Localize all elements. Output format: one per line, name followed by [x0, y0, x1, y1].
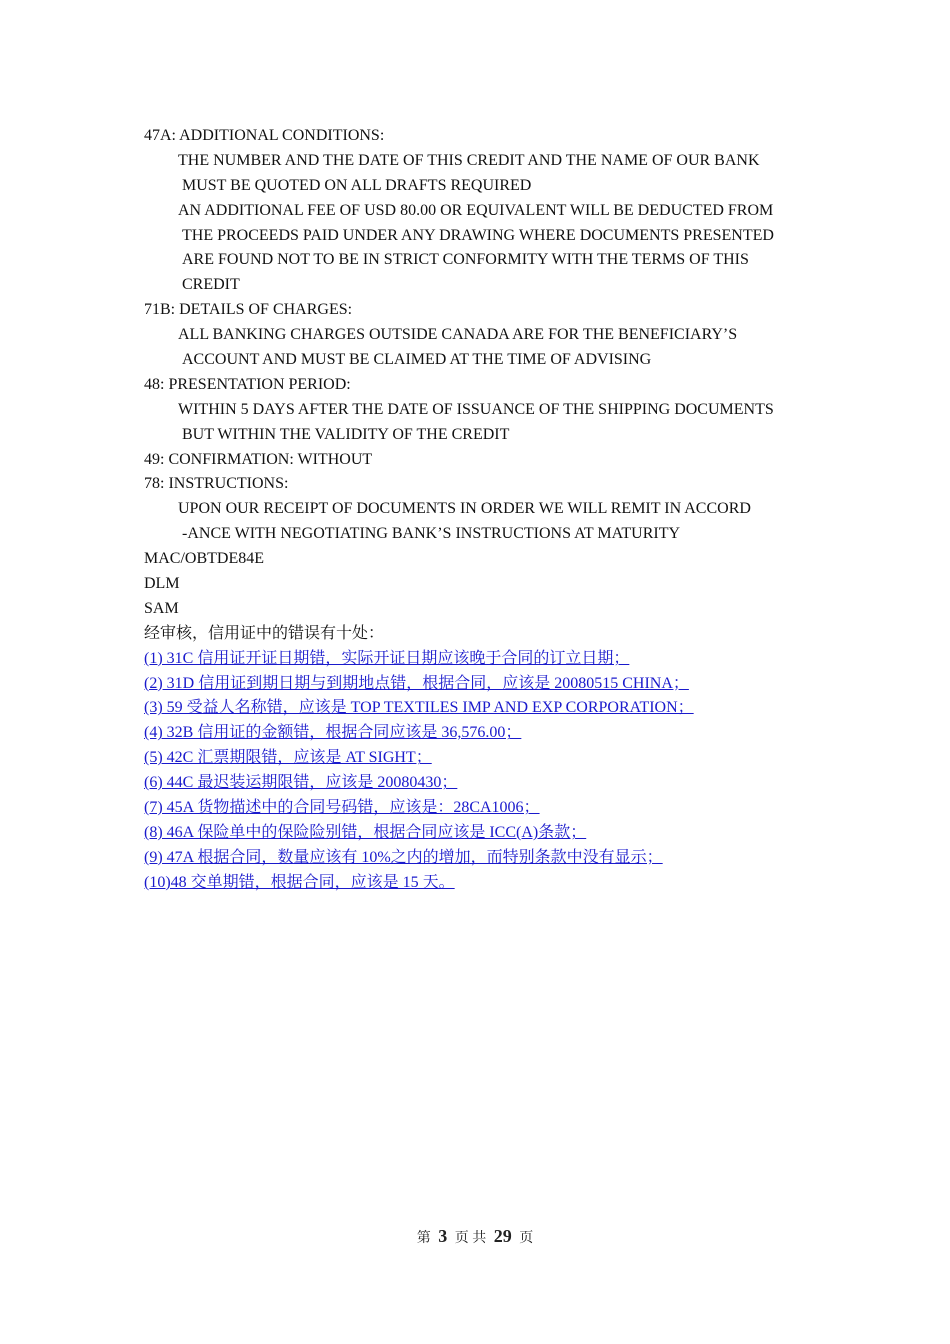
error-item-link[interactable]	[144, 746, 844, 771]
error-item-text[interactable]: (5) 42C 汇票期限错，应该是 AT SIGHT；	[144, 749, 432, 767]
field-text-line: -ANCE WITH NEGOTIATING BANK’S INSTRUCTIONS AT MATURITY	[182, 525, 681, 543]
error-item-text[interactable]: (3) 59 受益人名称错，应该是 TOP TEXTILES IMP AND EXP CORPORATION；	[144, 699, 694, 717]
footer-middle: 页 共	[454, 1231, 487, 1246]
field-header: 49: CONFIRMATION: WITHOUT	[144, 450, 373, 468]
error-item-link[interactable]	[144, 721, 844, 746]
field-text-line: ALL BANKING CHARGES OUTSIDE CANADA ARE FOR THE BENEFICIARY’S	[178, 326, 738, 344]
trailer-line: SAM	[144, 599, 179, 617]
error-item-text[interactable]: (8) 46A 保险单中的保险险别错，根据合同应该是 ICC(A)条款；	[144, 823, 587, 841]
summary-intro: 经审核，信用证中的错误有十处：	[144, 624, 385, 642]
field-text-line: CREDIT	[182, 276, 240, 294]
footer-page-number: 3	[438, 1226, 448, 1246]
error-item-text[interactable]: (7) 45A 货物描述中的合同号码错，应该是：28CA1006；	[144, 799, 540, 817]
error-item-link[interactable]	[144, 647, 844, 672]
field-text-line: THE NUMBER AND THE DATE OF THIS CREDIT AND THE NAME OF OUR BANK	[178, 151, 760, 169]
trailer-line: MAC/OBTDE84E	[144, 550, 264, 568]
error-item-link[interactable]	[144, 871, 844, 896]
field-text-line: MUST BE QUOTED ON ALL DRAFTS REQUIRED	[182, 176, 532, 194]
field-header: 71B: DETAILS OF CHARGES:	[144, 301, 353, 319]
field-header: 78: INSTRUCTIONS:	[144, 475, 289, 493]
error-item-text[interactable]: (4) 32B 信用证的金额错，根据合同应该是 36,576.00；	[144, 724, 522, 742]
field-text-line: AN ADDITIONAL FEE OF USD 80.00 OR EQUIVALENT WILL BE DEDUCTED FROM	[178, 201, 774, 219]
field-text-line: ACCOUNT AND MUST BE CLAIMED AT THE TIME OF ADVISING	[182, 351, 652, 369]
error-item-link[interactable]	[144, 672, 844, 697]
field-text-line: BUT WITHIN THE VALIDITY OF THE CREDIT	[182, 425, 510, 443]
field-text-line: ARE FOUND NOT TO BE IN STRICT CONFORMITY WITH THE TERMS OF THIS	[182, 251, 749, 269]
footer-prefix: 第	[416, 1231, 431, 1246]
error-item-link[interactable]	[144, 821, 844, 846]
trailer-line: DLM	[144, 575, 180, 593]
error-item-link[interactable]	[144, 846, 844, 871]
error-item-text[interactable]: (6) 44C 最迟装运期限错，应该是 20080430；	[144, 774, 458, 792]
error-item-link[interactable]	[144, 796, 844, 821]
field-header: 47A: ADDITIONAL CONDITIONS:	[144, 127, 385, 144]
error-item-text[interactable]: (9) 47A 根据合同，数量应该有 10%之内的增加，而特别条款中没有显示；	[144, 848, 663, 866]
footer-total-pages: 29	[493, 1226, 512, 1246]
error-item-text[interactable]: (1) 31C 信用证开证日期错，实际开证日期应该晚于合同的订立日期；	[144, 649, 630, 667]
page-footer	[0, 1226, 950, 1247]
field-text-line: UPON OUR RECEIPT OF DOCUMENTS IN ORDER WE WILL REMIT IN ACCORD	[178, 500, 751, 518]
field-header: 48: PRESENTATION PERIOD:	[144, 375, 351, 393]
document-body	[144, 124, 844, 896]
error-item-link[interactable]	[144, 771, 844, 796]
footer-suffix: 页	[519, 1231, 534, 1246]
field-text-line: THE PROCEEDS PAID UNDER ANY DRAWING WHERE DOCUMENTS PRESENTED	[182, 226, 774, 244]
field-text-line: WITHIN 5 DAYS AFTER THE DATE OF ISSUANCE OF THE SHIPPING DOCUMENTS	[178, 400, 774, 418]
error-item-text[interactable]: (10)48 交单期错，根据合同，应该是 15 天。	[144, 873, 455, 891]
error-item-text[interactable]: (2) 31D 信用证到期日期与到期地点错，根据合同，应该是 20080515 CHINA；	[144, 674, 689, 692]
error-item-link[interactable]	[144, 696, 844, 721]
